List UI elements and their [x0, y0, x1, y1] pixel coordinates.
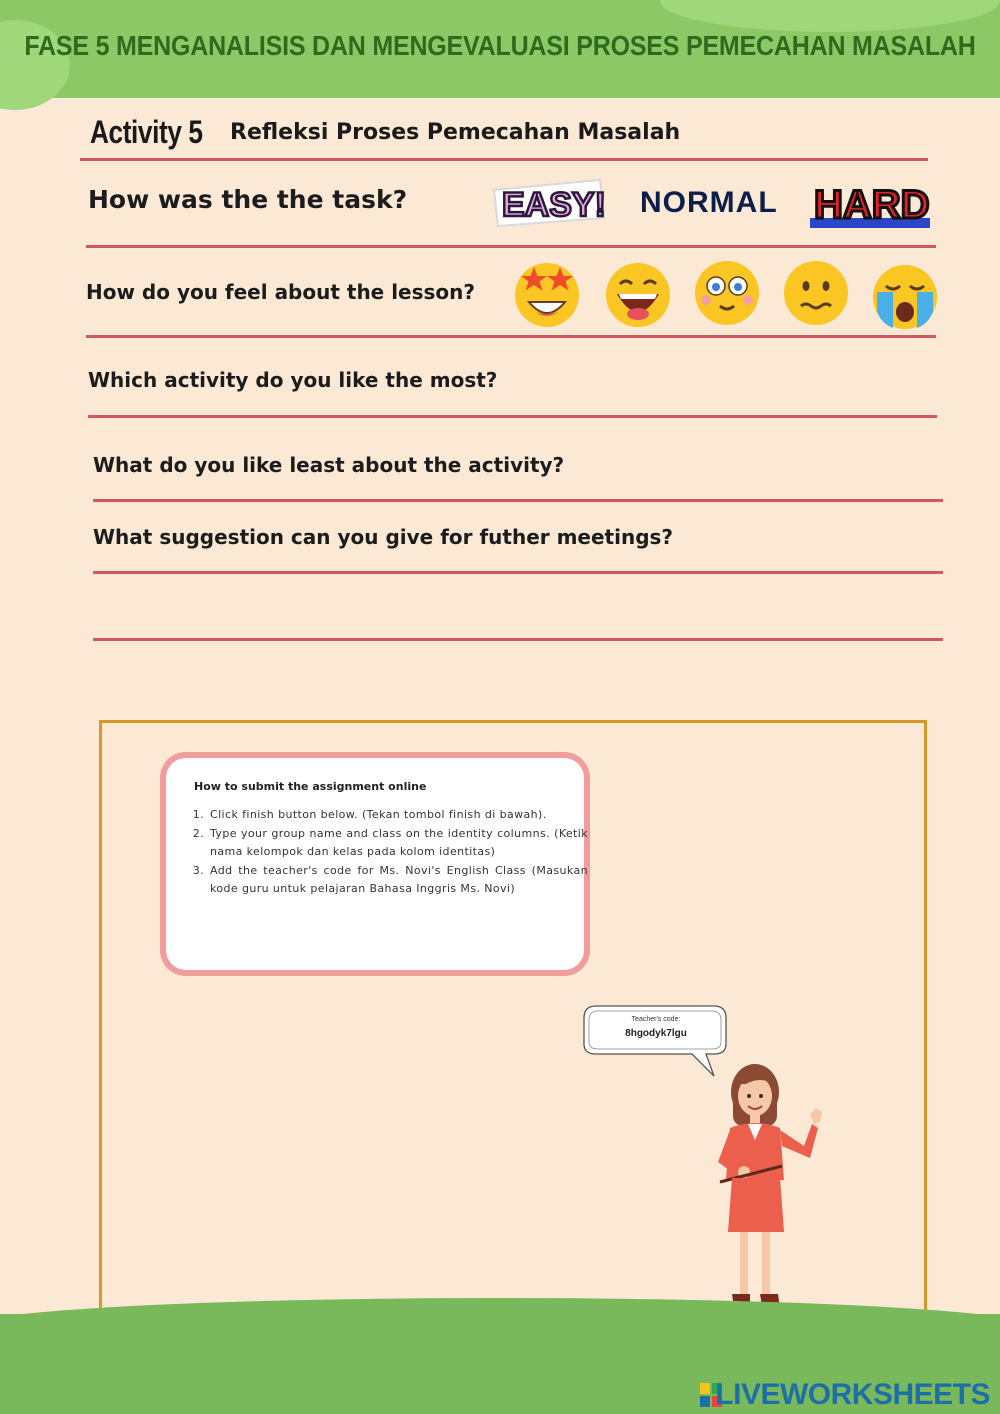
instructions-list — [192, 806, 588, 899]
answer-line-suggestion-2[interactable] — [93, 638, 943, 641]
instructions-card — [160, 752, 590, 976]
question-suggestion: What suggestion can you give for futher meetings? — [93, 525, 674, 549]
question-feel: How do you feel about the lesson? — [86, 280, 476, 304]
question-least: What do you like least about the activity? — [93, 453, 565, 477]
answer-line-suggestion[interactable] — [93, 571, 943, 574]
normal-option[interactable]: NORMAL — [640, 186, 778, 219]
instruction-step: 2. Type your group name and class on the identity columns. (Ketik nama kelompok dan kelas pada kolom identitas) — [208, 825, 588, 862]
divider — [80, 158, 928, 161]
surprised-icon — [692, 258, 762, 328]
brand-logo-text[interactable]: LIVEWORKSHEETS — [715, 1378, 990, 1411]
activity-label: Activity 5 — [90, 114, 203, 150]
teacher-code-label: Teacher's code: — [631, 1016, 681, 1023]
emoji-worried[interactable] — [781, 258, 851, 328]
easy-sticker-icon — [490, 176, 608, 230]
page-title: FASE 5 MENGANALISIS DAN MENGEVALUASI PROSES PEMECAHAN MASALAH — [24, 30, 976, 62]
emoji-laughing[interactable] — [603, 260, 673, 330]
easy-label: EASY! — [502, 186, 606, 224]
activity-title: Refleksi Proses Pemecahan Masalah — [230, 120, 681, 145]
hard-sticker-icon — [810, 178, 934, 228]
crying-icon — [870, 262, 940, 332]
star-struck-icon — [512, 258, 582, 328]
hard-option[interactable] — [810, 178, 934, 228]
emoji-surprised[interactable] — [692, 258, 762, 328]
worried-icon — [781, 258, 851, 328]
teacher-icon — [700, 1062, 830, 1314]
instruction-step: 3. Add the teacher's code for Ms. Novi's English Class (Masukan kode guru untuk pelajaran Bahasa Inggris Ms. Novi) — [208, 862, 588, 899]
laughing-icon — [603, 260, 673, 330]
instruction-step: 1. Click finish button below. (Tekan tombol finish di bawah). — [208, 806, 588, 825]
hard-label: HARD — [814, 183, 930, 227]
teacher-illustration — [700, 1062, 830, 1314]
question-task: How was the the task? — [88, 185, 408, 214]
easy-option[interactable] — [490, 176, 608, 230]
answer-line-least[interactable] — [93, 499, 943, 502]
question-most: Which activity do you like the most? — [88, 368, 498, 392]
emoji-star-struck[interactable] — [512, 258, 582, 328]
emoji-crying[interactable] — [870, 262, 940, 332]
divider — [86, 245, 936, 248]
instructions-title: How to submit the assignment online — [194, 780, 427, 793]
teacher-code: 8hgodyk7lgu — [625, 1028, 687, 1039]
answer-line-most[interactable] — [88, 415, 937, 418]
divider — [86, 335, 936, 338]
